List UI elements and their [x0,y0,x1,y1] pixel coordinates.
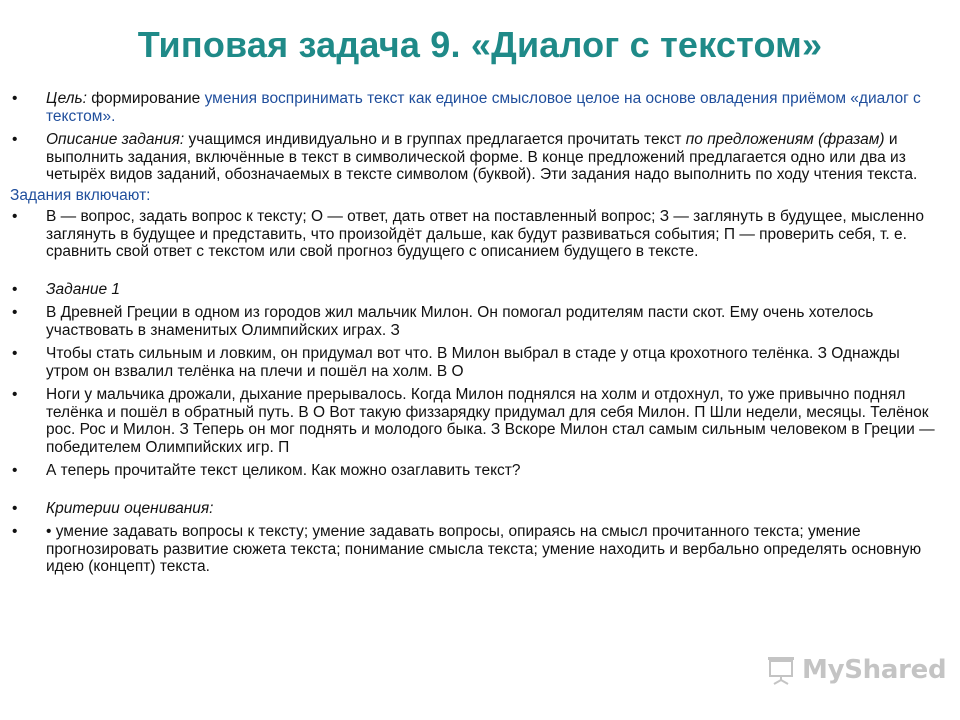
bullet: • [12,462,18,479]
slide-title: Типовая задача 9. «Диалог с текстом» [137,24,823,65]
tasks-label: Задания включают: [10,186,151,204]
tasks-item [10,208,940,261]
task1-paragraph [10,304,940,339]
goal-highlight: умения воспринимать текст как единое смысловое целое на основе овладения приёмом «диалог с текстом». [46,90,921,125]
task1-paragraph [10,345,940,380]
task1-paragraph-text: Ноги у мальчика дрожали, дыхание прерывалось. Когда Милон поднялся на холм и отдохнул, то уже привычно поднял телёнка и пошёл в обратный путь. В О Вот такую физзарядку придумал для себя Милон. П Шли недели, месяцы. Телёнок рос. Рос и Милон. З Теперь он мог поднять и молодого быка. З Вскоре Милон стал самым сильным человеком в Греции — победителем Олимпийских игр. П [46,386,935,456]
task1-paragraph-text: В Древней Греции в одном из городов жил мальчик Милон. Он помогал родителям пасти скот. Ему очень хотелось участвовать в знаменитых Олимпийских играх. З [46,304,874,339]
task1-paragraph-text: Чтобы стать сильным и ловким, он придумал вот что. В Милон выбрал в стаде у отца крохотного телёнка. З Однажды утром он взвалил телёнка на плечи и пошёл на холм. В О [46,345,900,380]
criteria-item [10,523,940,576]
task1-paragraph [10,462,940,480]
bullet: • [12,90,18,107]
criteria-text: • умение задавать вопросы к тексту; умение задавать вопросы, опираясь на смысл прочитанного текста; умение прогнозировать развитие сюжета текста; понимание смысла текста; умение находить и вербально определять основную идею (концепт) текста. [46,523,922,575]
goal-label: Цель: [46,90,87,107]
goal-text: формирование [86,90,205,107]
projector-screen-icon [766,655,796,685]
task1-heading: Задание 1 [46,280,121,298]
task1-paragraph-text: А теперь прочитайте текст целиком. Как можно озаглавить текст? [46,462,521,479]
watermark [766,655,946,685]
task1-heading-item [10,281,940,299]
bullet: • [12,345,18,362]
task1-paragraph [10,386,940,456]
criteria-heading-item [10,500,940,518]
bullet: • [12,131,18,148]
goal-item [10,90,940,125]
tasks-text: В — вопрос, задать вопрос к тексту; О — ответ, дать ответ на поставленный вопрос; З — заглянуть в будущее, мысленно заглянуть в будущее и представить, что произойдёт дальше, как будут развиваться события; П — проверить себя, т. е. сравнить свой ответ с текстом или свой прогноз будущего с описанием будущего в тексте. [46,208,924,260]
description-item [10,131,940,184]
criteria-heading: Критерии оценивания: [46,499,214,517]
description-label: Описание задания: [46,131,185,148]
slide-content [10,90,940,576]
bullet: • [12,523,18,540]
bullet: • [12,499,18,517]
bullet: • [12,208,18,225]
description-text: учащимся индивидуально и в группах предлагается прочитать текст [184,131,686,148]
description-italic: по предложениям (фразам) [685,131,885,148]
bullet: • [12,386,18,403]
bullet: • [12,304,18,321]
description-text-rest: и выполнить задания, включённые в текст в символической форме. В конце предложений предлагается одно или два из четырёх видов заданий, обозначаемых в тексте символом (буквой). Эти задания надо выполнить по ходу чтения текста. [46,131,918,183]
watermark-text: MyShared [802,655,947,685]
bullet: • [12,280,18,298]
